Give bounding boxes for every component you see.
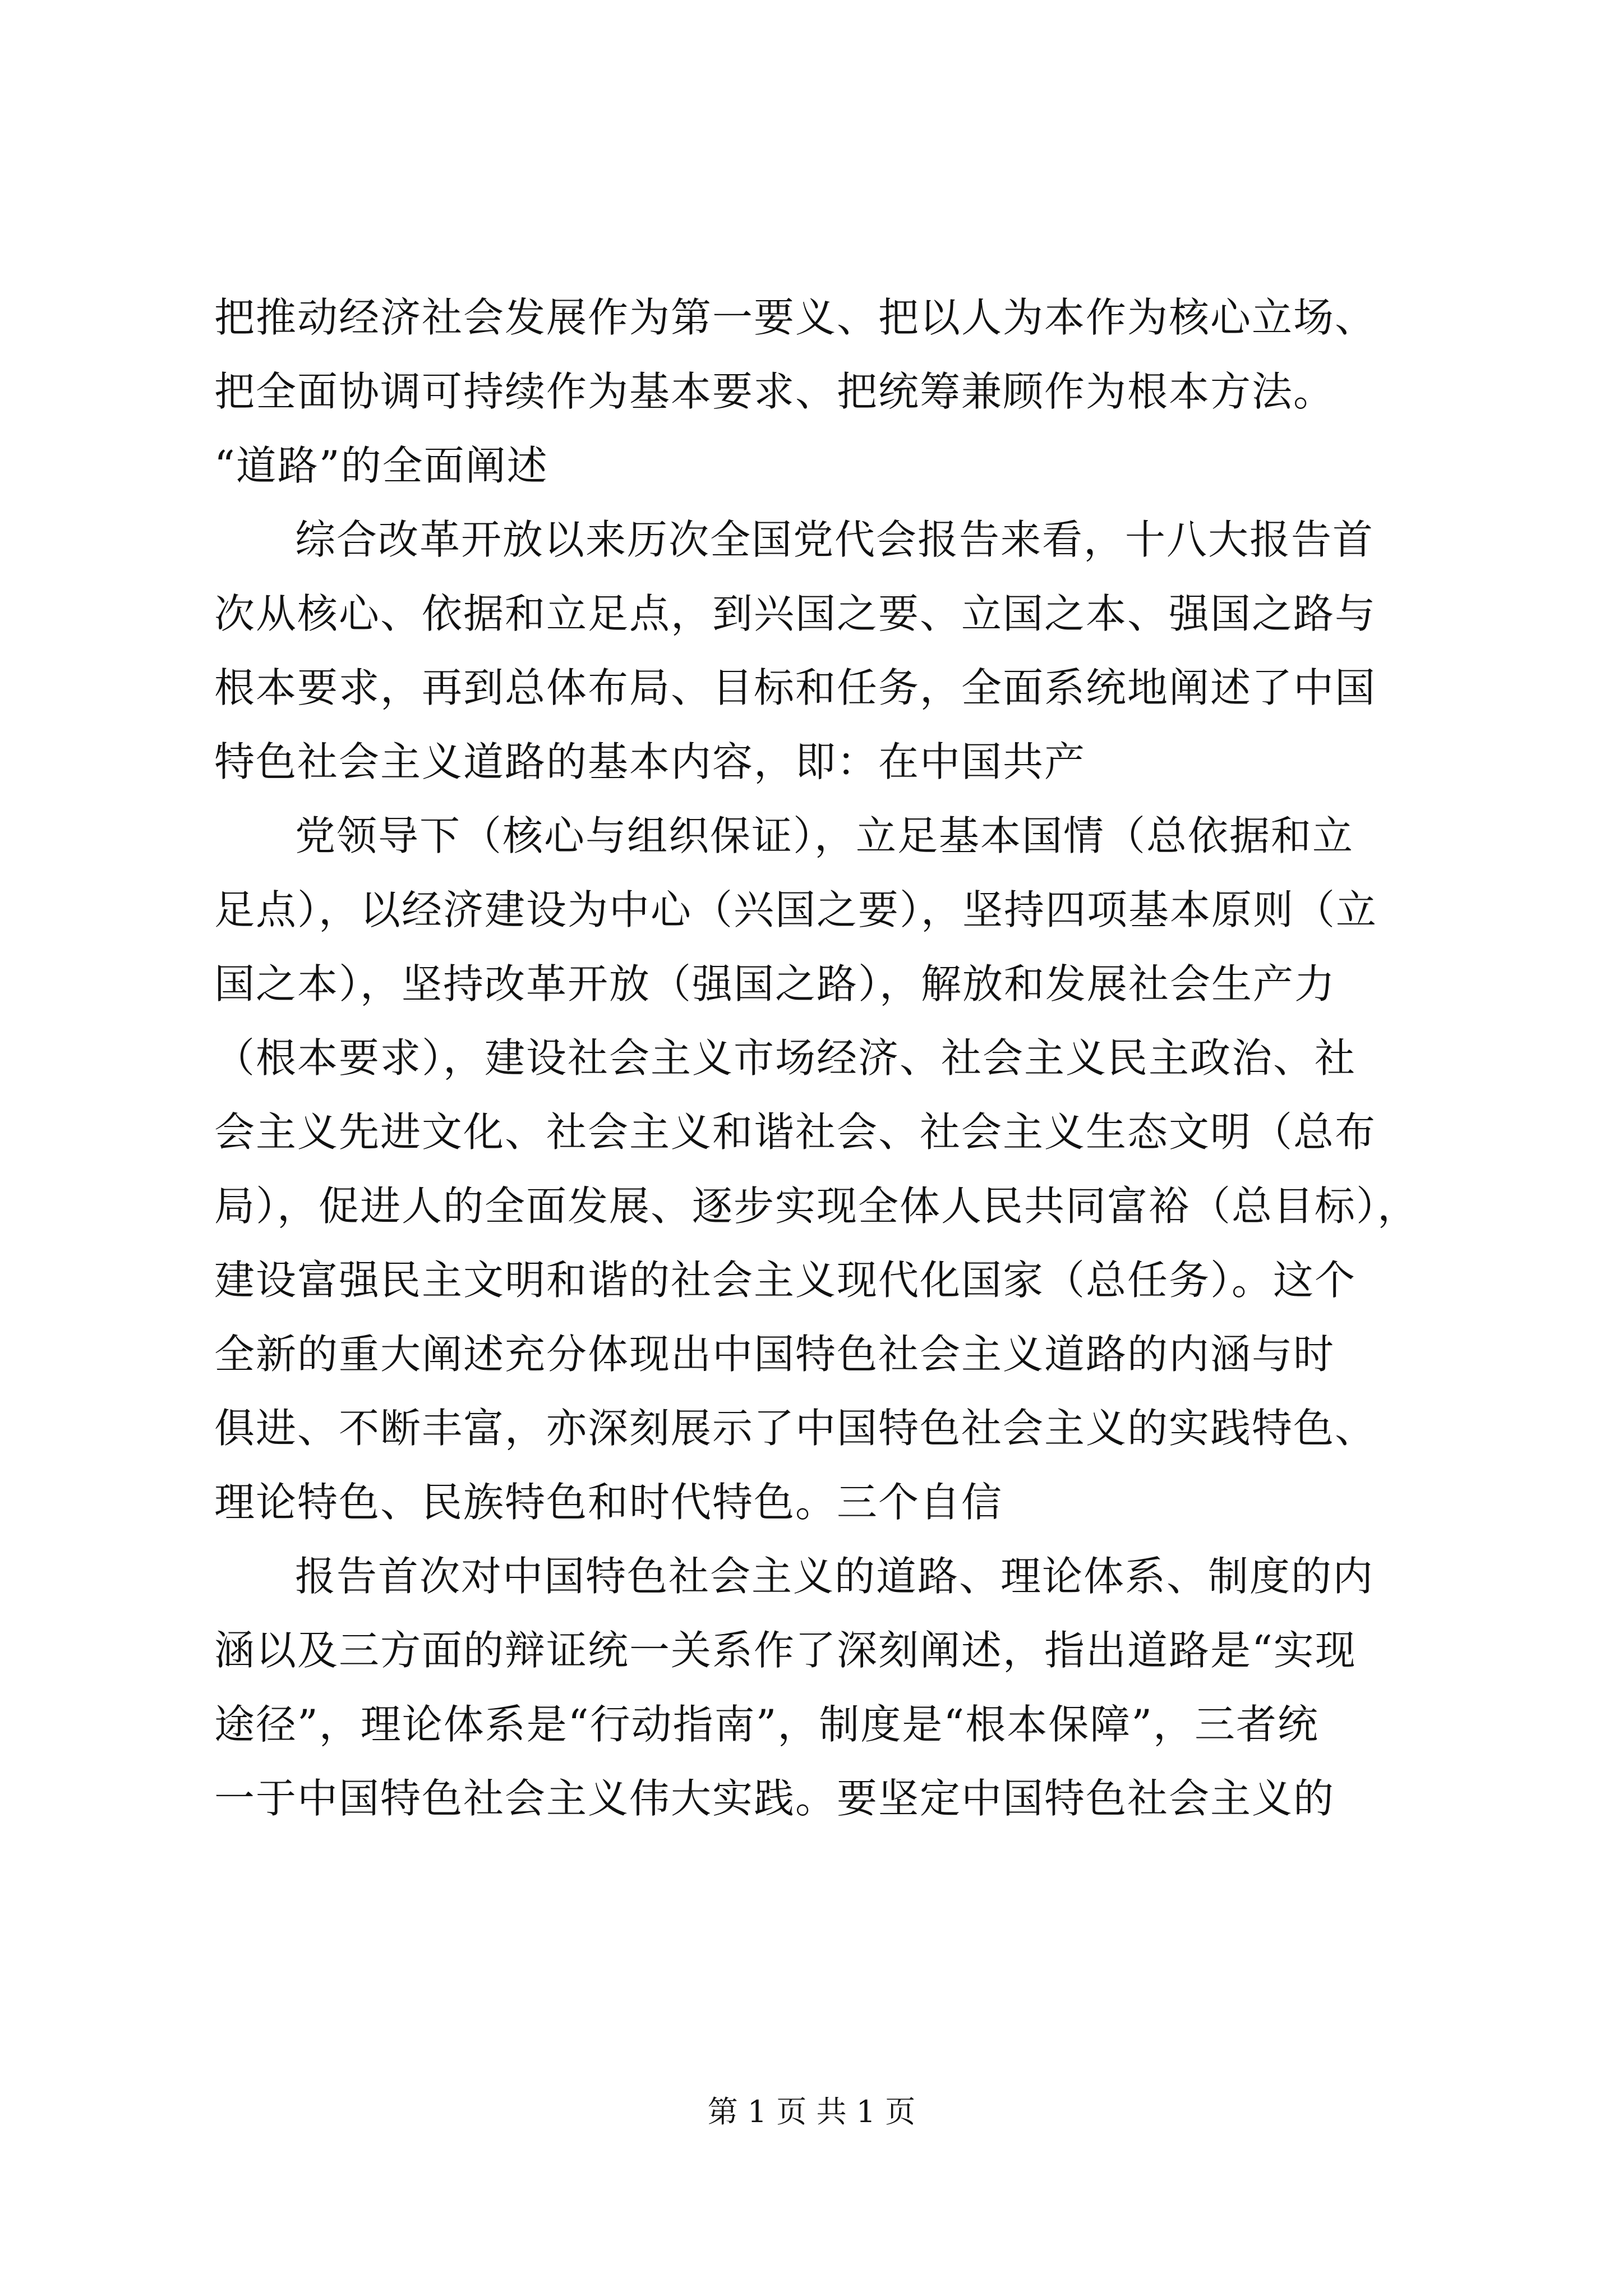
text-line: 把全面协调可持续作为基本要求、把统筹兼顾作为根本方法。 [214,368,1335,415]
text-line: 一于中国特色社会主义伟大实践。要坚定中国特色社会主义的 [214,1775,1335,1822]
text-line: 党领导下（核心与组织保证），立足基本国情（总依据和立 [295,812,1354,859]
text-line: 足点），以经济建设为中心（兴国之要），坚持四项基本原则（立 [214,886,1378,933]
text-line: 涵以及三方面的辩证统一关系作了深刻阐述，指出道路是“实现 [214,1627,1357,1674]
page-number-footer: 第 1 页 共 1 页 [707,2094,916,2129]
text-line: 会主义先进文化、社会主义和谐社会、社会主义生态文明（总布 [214,1108,1377,1156]
text-line: 报告首次对中国特色社会主义的道路、理论体系、制度的内 [295,1553,1375,1600]
text-line: 局），促进人的全面发展、逐步实现全体人民共同富裕（总目标）， [214,1182,1419,1230]
text-line: 把推动经济社会发展作为第一要义、把以人为本作为核心立场、 [214,294,1377,341]
text-line: 俱进、不断丰富，亦深刻展示了中国特色社会主义的实践特色、 [214,1405,1377,1452]
text-line: 全新的重大阐述充分体现出中国特色社会主义道路的内涵与时 [214,1331,1335,1378]
text-line: 建设富强民主文明和谐的社会主义现代化国家（总任务）。这个 [214,1257,1357,1304]
text-line: 根本要求，再到总体布局、目标和任务，全面系统地阐述了中国 [214,664,1377,711]
text-line: 国之本），坚持改革开放（强国之路），解放和发展社会生产力 [214,960,1336,1007]
document-body [214,280,1448,1835]
text-line: 综合改革开放以来历次全国党代会报告来看，十八大报告首 [295,516,1375,563]
text-line: 特色社会主义道路的基本内容，即：在中国共产 [214,738,1086,785]
text-line: 次从核心、依据和立足点，到兴国之要、立国之本、强国之路与 [214,590,1377,637]
text-line: （根本要求），建设社会主义市场经济、社会主义民主政治、社 [214,1034,1357,1082]
section-heading: “道路”的全面阐述 [214,442,548,489]
text-line: 途径”，理论体系是“行动指南”，制度是“根本保障”，三者统 [214,1701,1320,1748]
text-line: 理论特色、民族特色和时代特色。三个自信 [214,1479,1003,1526]
